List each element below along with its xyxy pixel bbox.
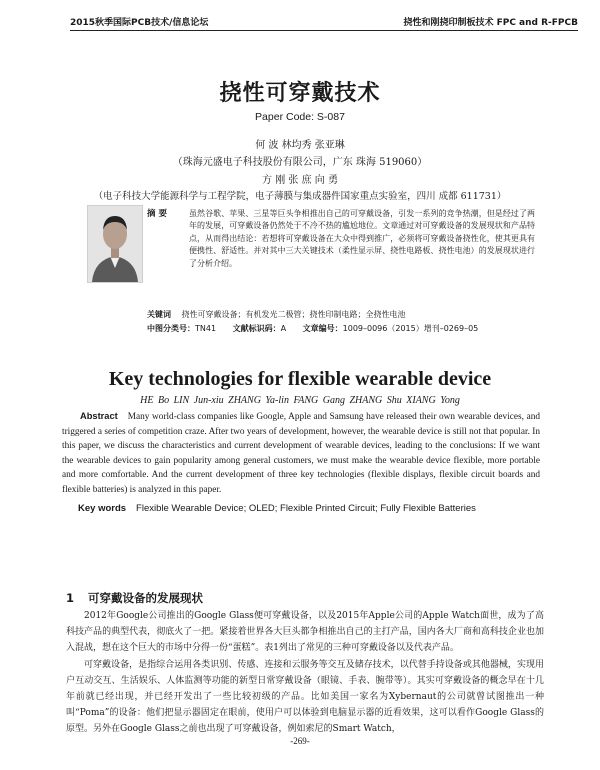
keywords-cn	[147, 309, 406, 320]
article-no-value: 1009–0096（2015）增刊–0269–05	[342, 324, 479, 333]
abstract-cn-label: 摘 要	[147, 209, 167, 219]
clc-label: 中图分类号：	[147, 324, 195, 333]
classification-row	[147, 323, 478, 334]
affiliation-2: （电子科技大学能源科学与工程学院，电子薄膜与集成器件国家重点实验室，四川 成都 611731）	[93, 191, 507, 202]
keywords-cn-text: 挠性可穿戴设备；有机发光二极管；挠性印制电路；全挠性电池	[181, 310, 406, 319]
keywords-en-text: Flexible Wearable Device; OLED; Flexible Printed Circuit; Fully Flexible Batteries	[136, 503, 476, 514]
authors-en: HE Bo LIN Jun-xiu ZHANG Ya-lin FANG Gang ZHANG Shu XIANG Yong	[140, 395, 460, 406]
article-no-label: 文章编号：	[302, 324, 343, 333]
keywords-en	[78, 503, 476, 514]
body-paragraph: 2012年Google公司推出的Google Glass便可穿戴设备，以及2015年Apple公司的Apple Watch面世，成为了高科技产品的典型代表，彻底火了一把。紧接着世界各大巨头都争相推出自己的主打产品，国内各大厂商和高科技企业也加入混战，想在这个巨大的市场中分得一份“蛋糕”。表1列出了常见的三种可穿戴设备以及代表产品。	[66, 611, 544, 654]
running-header	[70, 12, 578, 31]
section-number: 1	[66, 591, 75, 605]
authors-cn-2: 方 刚 张 庶 向 勇	[262, 175, 338, 186]
title-cn: 挠性可穿戴技术	[219, 81, 381, 106]
section-body	[66, 608, 544, 738]
abstract-en	[62, 409, 540, 498]
body-paragraph: 可穿戴设备，是指综合运用各类识别、传感、连接和云服务等交互及储存技术，以代替手持设备或其他器械，实现用户互动交互、生活娱乐、人体监测等功能的新型日常穿戴设备（眼镜、手表、腕带等）。其实可穿戴设备的概念早在十几年前就已经出现，并已经开发出了一些比较初级的产品。比如美国一家名为Xybernaut的公司就曾试图推出一种叫“Poma”的设备：他们把显示器固定在眼前，使用户可以体验到电脑显示器的近看效果，这可以看作Google Glass的原型。另外在Google Glass之前也出现了可穿戴设备，例如索尼的Smart Watch，	[66, 659, 544, 735]
header-left: 2015秋季国际PCB技术/信息论坛	[70, 18, 209, 28]
page-number: -269-	[290, 736, 310, 746]
affiliation-1: （珠海元盛电子科技股份有限公司，广东 珠海 519060）	[172, 157, 428, 168]
title-en: Key technologies for flexible wearable device	[108, 368, 492, 390]
clc-value: TN41	[195, 324, 217, 333]
author-portrait-icon	[88, 206, 142, 282]
doc-code-label: 文献标识码：	[232, 324, 281, 333]
abstract-cn-text: 虽然谷歌、苹果、三星等巨头争相推出自己的可穿戴设备，引发一系列的竞争热潮，但是经过了两年的发展，可穿戴设备仍然处于不冷不热的尴尬地位。文章通过对可穿戴设备的发展现状和产品特点，从而得出结论：若想将可穿戴设备在大众中得到推广，必须将可穿戴设备挠性化，使其更具有便携性、舒适性。并对其中三大关键技术（柔性显示屏、挠性电路板、挠性电池）的发展现状进行了分析介绍。	[189, 209, 535, 268]
doc-code-value: A	[280, 324, 287, 333]
header-right: 挠性和刚挠印制板技术 FPC and R-FPCB	[403, 18, 578, 28]
section-heading	[66, 590, 203, 606]
keywords-cn-label: 关键词	[147, 310, 171, 319]
abstract-en-text: Many world-class companies like Google, Apple and Samsung have released their own wearable devices, and triggered a series of competition craze. After two years of development, however, the wearable device is still not that popular. In this paper, we discuss the characteristics and current development of wearable devices, leading to the conclusions: If we want the wearable devices to gain popularity among general customers, we must make the wearable device flexible, more portable and more comfortable. And the current development of three key technologies (flexible displays, flexible circuit boards and flexible batteries) is analyzed in this paper.	[62, 412, 540, 495]
section-title: 可穿戴设备的发展现状	[88, 591, 204, 605]
abstract-cn	[147, 208, 535, 270]
paper-code: Paper Code: S-087	[255, 111, 345, 123]
abstract-en-label: Abstract	[80, 411, 118, 421]
keywords-en-label: Key words	[78, 503, 127, 514]
authors-cn-1: 何 波 林均秀 张亚琳	[255, 140, 345, 151]
author-photo	[87, 205, 143, 283]
